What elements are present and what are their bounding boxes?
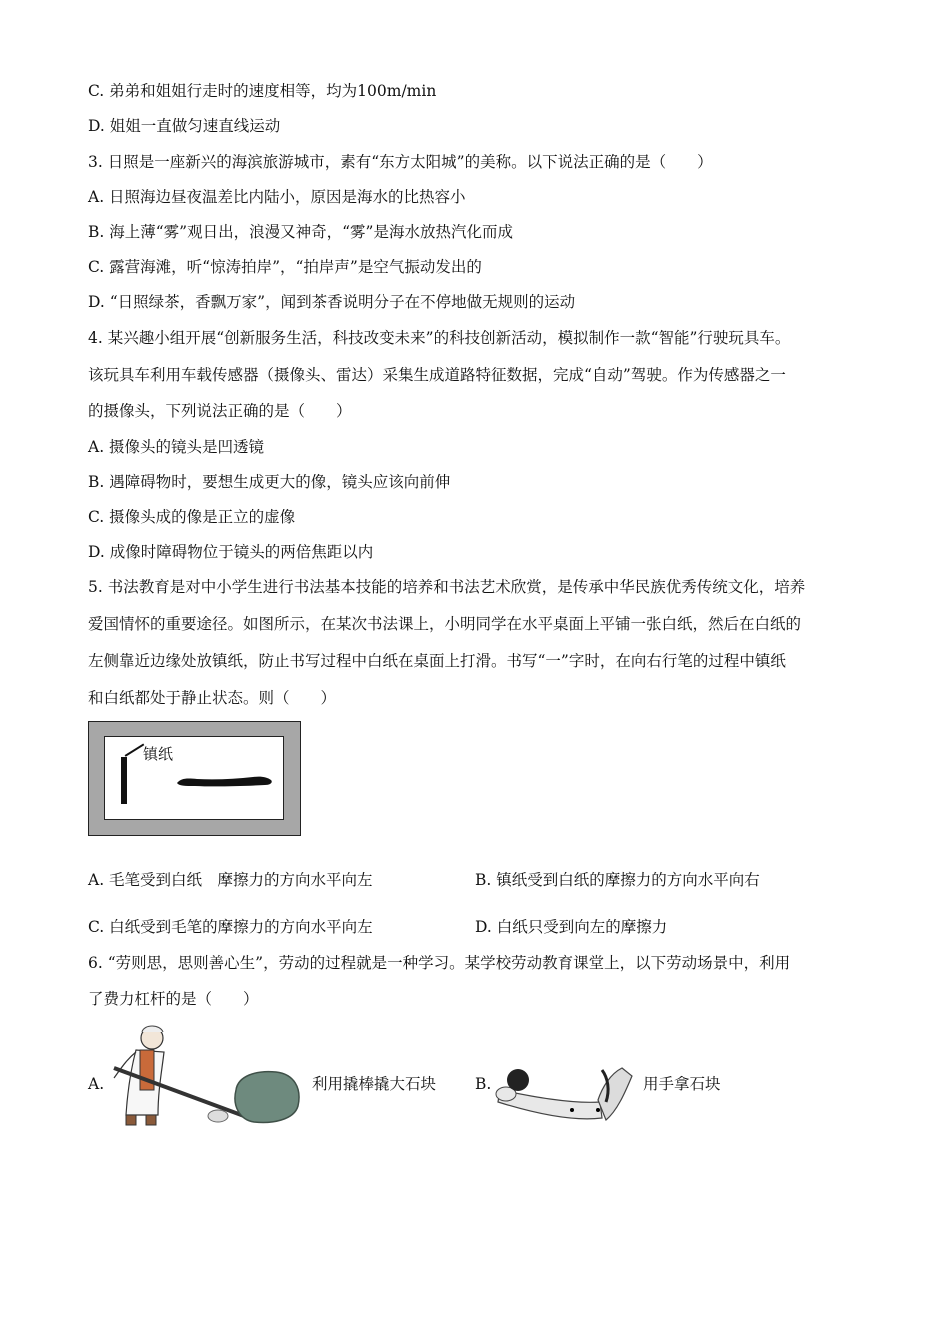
q3-stem: 3. 日照是一座新兴的海滨旅游城市，素有“东方太阳城”的美称。以下说法正确的是（ ） — [88, 153, 713, 171]
q2-option-c: C. 弟弟和姐姐行走时的速度相等，均为100m/min — [88, 82, 437, 100]
brush-stroke-yi — [175, 771, 275, 795]
q4-option-d: D. 成像时障碍物位于镜头的两倍焦距以内 — [88, 543, 374, 561]
white-paper — [104, 736, 284, 820]
q6-option-b-letter: B. — [475, 1075, 492, 1093]
q4-option-c: C. 摄像头成的像是正立的虚像 — [88, 508, 296, 526]
q4-stem-line2: 该玩具车利用车载传感器（摄像头、雷达）采集生成道路特征数据，完成“自动”驾驶。作为传感器之一 — [88, 366, 786, 384]
q6-option-a-text: 利用撬棒撬大石块 — [312, 1075, 437, 1093]
q5-stem-line2: 爱国情怀的重要途径。如图所示，在某次书法课上，小明同学在水平桌面上平铺一张白纸，然后在白纸的 — [88, 615, 802, 633]
q5-stem-line1: 5. 书法教育是对中小学生进行书法基本技能的培养和书法艺术欣赏，是传承中华民族优秀传统文化，培养 — [88, 578, 806, 596]
q4-stem-line1: 4. 某兴趣小组开展“创新服务生活，科技改变未来”的科技创新活动，模拟制作一款“智能”行驶玩具车。 — [88, 329, 791, 347]
arm-holding-stone-illustration — [490, 1060, 635, 1136]
q5-stem-line3: 左侧靠近边缘处放镇纸，防止书写过程中白纸在桌面上打滑。书写“一”字时，在向右行笔的过程中镇纸 — [88, 652, 786, 670]
label-leader-line — [125, 743, 144, 756]
q2-option-d: D. 姐姐一直做匀速直线运动 — [88, 117, 281, 135]
paperweight-bar — [121, 757, 127, 804]
q4-option-b: B. 遇障碍物时，要想生成更大的像，镜头应该向前伸 — [88, 473, 451, 491]
q4-stem-line3: 的摄像头，下列说法正确的是（ ） — [88, 402, 352, 420]
paperweight-label: 镇纸 — [143, 745, 174, 763]
q4-option-a: A. 摄像头的镜头是凹透镜 — [88, 438, 265, 456]
q3-option-d: D. “日照绿茶，香飘万家”，闻到茶香说明分子在不停地做无规则的运动 — [88, 293, 576, 311]
q5-option-d: D. 白纸只受到向左的摩擦力 — [475, 918, 668, 936]
q5-option-b: B. 镇纸受到白纸的摩擦力的方向水平向右 — [475, 871, 760, 889]
q5-option-a: A. 毛笔受到白纸 摩擦力的方向水平向左 — [88, 871, 373, 889]
q6-option-a-letter: A. — [88, 1075, 105, 1093]
q3-option-c: C. 露营海滩，听“惊涛拍岸”，“拍岸声”是空气振动发出的 — [88, 258, 482, 276]
q3-option-a: A. 日照海边昼夜温差比内陆小，原因是海水的比热容小 — [88, 188, 466, 206]
q3-option-b: B. 海上薄“雾”观日出，浪漫又神奇，“雾”是海水放热汽化而成 — [88, 223, 513, 241]
q5-option-c: C. 白纸受到毛笔的摩擦力的方向水平向左 — [88, 918, 373, 936]
q6-stem-line2: 了费力杠杆的是（ ） — [88, 990, 259, 1008]
q6-option-b-text: 用手拿石块 — [643, 1075, 721, 1093]
q6-stem-line1: 6. “劳则思，思则善心生”，劳动的过程就是一种学习。某学校劳动教育课堂上，以下劳动场景中，利用 — [88, 954, 791, 972]
paper-weight-figure — [88, 721, 301, 836]
crowbar-lever-illustration — [106, 1020, 306, 1130]
q5-stem-line4: 和白纸都处于静止状态。则（ ） — [88, 689, 337, 707]
